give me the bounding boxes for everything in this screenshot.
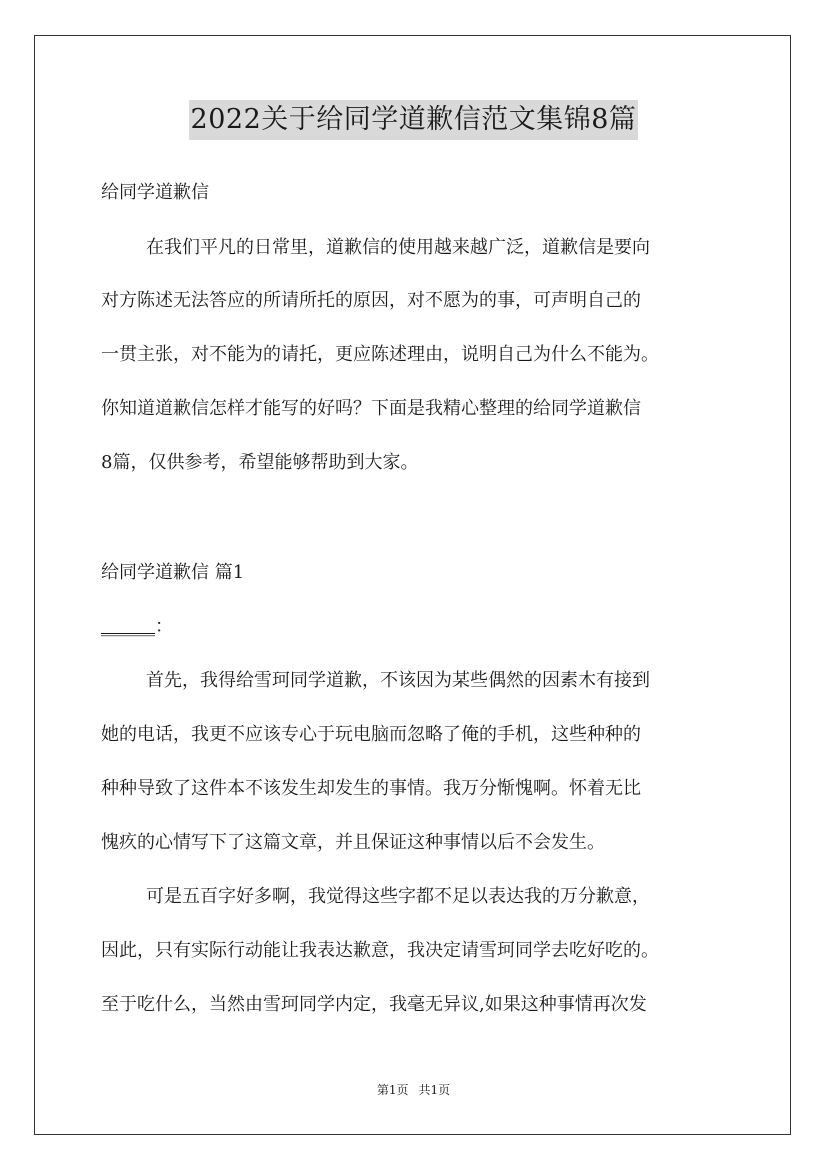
salutation-colon: ： [155, 616, 173, 637]
page-number: 第1页 [376, 1083, 409, 1097]
title-container [0, 100, 827, 140]
page-footer [0, 1082, 827, 1098]
body-line: 因此，只有实际行动能让我表达歉意，我决定请雪珂同学去吃好吃的。 [101, 940, 659, 961]
document-title: 2022关于给同学道歉信范文集锦8篇 [189, 100, 639, 140]
intro-line: 8篇，仅供参考，希望能够帮助到大家。 [101, 452, 419, 473]
page-total: 共1页 [418, 1083, 451, 1097]
intro-line: 一贯主张，对不能为的请托，更应陈述理由，说明自己为什么不能为。 [101, 344, 659, 365]
salutation [101, 616, 173, 638]
body-line: 至于吃什么，当然由雪珂同学内定，我毫无异议,如果这种事情再次发 [101, 994, 647, 1015]
body-line: 她的电话，我更不应该专心于玩电脑而忽略了俺的手机，这些种种的 [101, 724, 641, 745]
section-heading: 给同学道歉信 [101, 182, 209, 203]
intro-line: 在我们平凡的日常里，道歉信的使用越来越广泛，道歉信是要向 [146, 237, 650, 258]
body-line: 种种导致了这件本不该发生却发生的事情。我万分惭愧啊。怀着无比 [101, 778, 641, 799]
body-line: 可是五百字好多啊，我觉得这些字都不足以表达我的万分歉意， [146, 886, 650, 907]
intro-line: 你知道道歉信怎样才能写的好吗？下面是我精心整理的给同学道歉信 [101, 398, 641, 419]
salutation-blank: ______ [101, 616, 155, 637]
article-heading: 给同学道歉信 篇1 [101, 562, 245, 583]
intro-line: 对方陈述无法答应的所请所托的原因，对不愿为的事，可声明自己的 [101, 290, 641, 311]
body-line: 愧疚的心情写下了这篇文章，并且保证这种事情以后不会发生。 [101, 832, 605, 853]
body-line: 首先，我得给雪珂同学道歉，不该因为某些偶然的因素木有接到 [146, 670, 650, 691]
